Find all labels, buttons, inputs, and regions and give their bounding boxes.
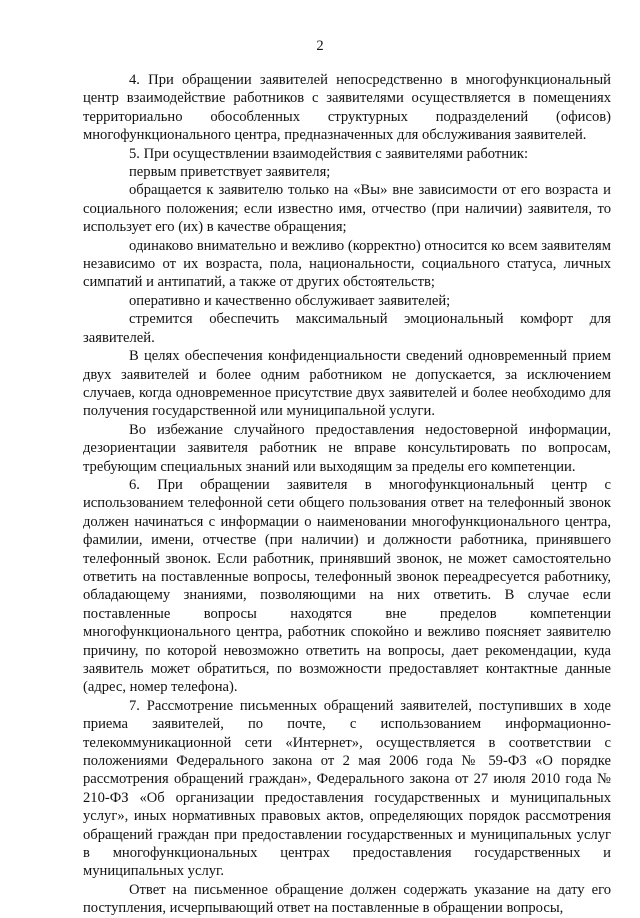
paragraph-addresses-formally: обращается к заявителю только на «Вы» вне зависимости от его возраста и социального положения; если известно имя, отчество (при наличии) заявителя, то использует его (их) в качестве обращения; — [83, 182, 611, 236]
paragraph-no-disorientation: Во избежание случайного предоставления недостоверной информации, дезориентации заявителя работник не вправе консультировать по вопросам, требующим специальных знаний или выходящим за пределы его компетенции. — [83, 421, 611, 475]
paragraph-confidentiality: В целях обеспечения конфиденциальности сведений одновременный прием двух заявителей и более одним работником не допускается, за исключением случаев, когда одновременное присутствие двух заявителей и более необходимо для получения государственной или муниципальной услуги. — [83, 348, 611, 420]
paragraph-greets-first: первым приветствует заявителя; — [129, 164, 331, 181]
paragraph-item-4: 4. При обращении заявителей непосредственно в многофункциональный центр взаимодействие работников с заявителями осуществляется в помещениях территориально обособленных структурных подразделений (офисов) многофункционального центра, предназначенных для обслуживания заявителей. — [83, 72, 611, 144]
page-number: 2 — [316, 38, 324, 54]
paragraph-emotional-comfort: стремится обеспечить максимальный эмоциональный комфорт для заявителей. — [83, 311, 611, 346]
paragraph-item-6-phone: 6. При обращении заявителя в многофункциональный центр с использованием телефонной сети общего пользования ответ на телефонный звонок должен начинаться с информации о наименовании многофункционального центра, фамилии, имени, отчестве (при наличии) и должности работника, принявшего телефонный звонок. Если работник, принявший звонок, не может самостоятельно ответить на поставленные вопросы, телефонный звонок переадресуется работнику, обладающему знаниями, позволяющими на них ответить. В случае если поставленные вопросы находятся вне пределов компетенции многофункционального центра, работник спокойно и вежливо поясняет заявителю причину, по которой невозможно ответить на вопросы, дает рекомендации, куда заявитель может обратиться, по возможности предоставляет контактные данные (адрес, номер телефона). — [83, 476, 611, 696]
paragraph-equal-treatment: одинаково внимательно и вежливо (корректно) относится ко всем заявителям независимо от их возраста, пола, национальности, социального статуса, личных симпатий и антипатий, а также от других обстоятельств; — [83, 237, 611, 291]
document-body — [83, 71, 611, 918]
paragraph-written-answer: Ответ на письменное обращение должен содержать указание на дату его поступления, исчерпывающий ответ на поставленные в обращении вопросы, — [83, 881, 611, 917]
paragraph-item-7-written: 7. Рассмотрение письменных обращений заявителей, поступивших в ходе приема заявителей, по почте, с использованием информационно-телекоммуникационной сети «Интернет», осуществляется в соответствии с положениями Федерального закона от 2 мая 2006 года № 59-ФЗ «О порядке рассмотрения обращений граждан», Федерального закона от 27 июля 2010 года № 210-ФЗ «Об организации предоставления государственных и муниципальных услуг», иных нормативных правовых актов, определяющих порядок рассмотрения обращений граждан при предоставлении государственных и муниципальных услуг в многофункциональных центрах предоставления государственных и муниципальных услуг. — [83, 697, 611, 880]
paragraph-prompt-service: оперативно и качественно обслуживает заявителей; — [129, 292, 451, 309]
paragraph-item-5: 5. При осуществлении взаимодействия с заявителями работник: — [129, 145, 529, 162]
